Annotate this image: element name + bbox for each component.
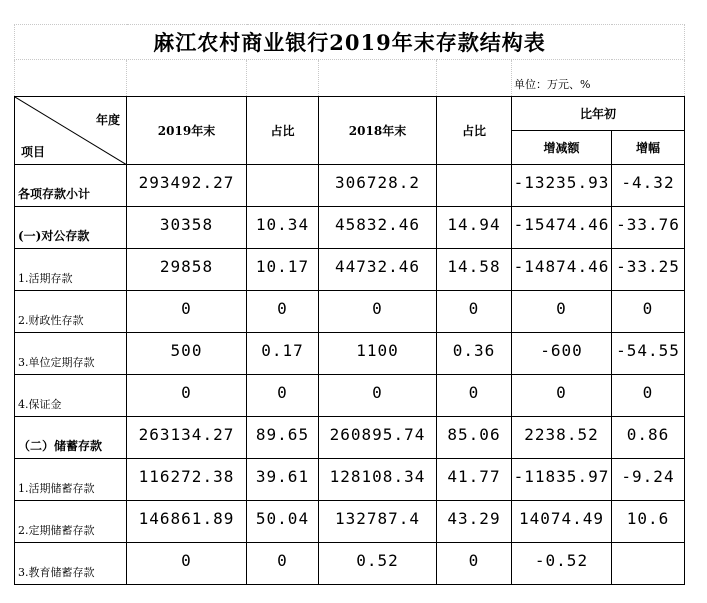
row-label: 2.财政性存款 <box>15 291 127 333</box>
share-2019: 0 <box>247 543 319 585</box>
blank-cell <box>127 60 247 97</box>
share-2019 <box>247 165 319 207</box>
table-row <box>15 249 685 291</box>
row-label: 2.定期储蓄存款 <box>15 501 127 543</box>
value-2019: 0 <box>127 543 247 585</box>
value-2019: 293492.27 <box>127 165 247 207</box>
value-2018: 1100 <box>319 333 437 375</box>
blank-cell <box>247 60 319 97</box>
share-2019: 50.04 <box>247 501 319 543</box>
table-row <box>15 375 685 417</box>
header-diagonal-cell <box>15 97 127 165</box>
value-2019: 116272.38 <box>127 459 247 501</box>
share-2019: 89.65 <box>247 417 319 459</box>
change-rate <box>612 543 685 585</box>
share-2018: 85.06 <box>437 417 512 459</box>
share-2019: 10.17 <box>247 249 319 291</box>
change-amount: 0 <box>512 375 612 417</box>
col-header-share-2018: 占比 <box>437 97 512 165</box>
change-rate: 10.6 <box>612 501 685 543</box>
table-title: 麻江农村商业银行2019年末存款结构表 <box>15 25 685 60</box>
value-2018: 0 <box>319 291 437 333</box>
share-2018: 0 <box>437 543 512 585</box>
value-2019: 263134.27 <box>127 417 247 459</box>
value-2018: 260895.74 <box>319 417 437 459</box>
value-2018: 128108.34 <box>319 459 437 501</box>
table-row <box>15 459 685 501</box>
change-rate: -54.55 <box>612 333 685 375</box>
blank-cell <box>319 60 437 97</box>
row-label: 3.单位定期存款 <box>15 333 127 375</box>
table-row <box>15 165 685 207</box>
row-label: 3.教育储蓄存款 <box>15 543 127 585</box>
year-header: 年度 <box>95 113 120 127</box>
value-2018: 306728.2 <box>319 165 437 207</box>
table-row <box>15 333 685 375</box>
share-2019: 10.34 <box>247 207 319 249</box>
share-2018: 43.29 <box>437 501 512 543</box>
change-rate: -9.24 <box>612 459 685 501</box>
value-2018: 44732.46 <box>319 249 437 291</box>
value-2019: 29858 <box>127 249 247 291</box>
share-2018: 0 <box>437 375 512 417</box>
col-header-change: 增减额 <box>512 131 612 165</box>
col-header-rate: 增幅 <box>612 131 685 165</box>
value-2018: 0.52 <box>319 543 437 585</box>
deposit-structure-table <box>14 24 685 585</box>
value-2019: 500 <box>127 333 247 375</box>
col-header-share-2019: 占比 <box>247 97 319 165</box>
change-rate: 0.86 <box>612 417 685 459</box>
share-2019: 0 <box>247 291 319 333</box>
change-rate: 0 <box>612 291 685 333</box>
change-rate: -4.32 <box>612 165 685 207</box>
item-header: 项目 <box>21 145 46 159</box>
change-amount: 0 <box>512 291 612 333</box>
col-header-2018: 2018年末 <box>319 97 437 165</box>
table-row <box>15 501 685 543</box>
share-2018: 0 <box>437 291 512 333</box>
row-label: 1.活期储蓄存款 <box>15 459 127 501</box>
value-2018: 132787.4 <box>319 501 437 543</box>
change-amount: -15474.46 <box>512 207 612 249</box>
row-label: （二）储蓄存款 <box>15 417 127 459</box>
change-amount: 2238.52 <box>512 417 612 459</box>
share-2018: 41.77 <box>437 459 512 501</box>
change-rate: -33.25 <box>612 249 685 291</box>
share-2019: 0 <box>247 375 319 417</box>
change-amount: -11835.97 <box>512 459 612 501</box>
change-amount: -14874.46 <box>512 249 612 291</box>
share-2019: 39.61 <box>247 459 319 501</box>
change-amount: -0.52 <box>512 543 612 585</box>
share-2018: 0.36 <box>437 333 512 375</box>
change-amount: -13235.93 <box>512 165 612 207</box>
blank-cell <box>437 60 512 97</box>
row-label: 4.保证金 <box>15 375 127 417</box>
value-2018: 0 <box>319 375 437 417</box>
row-label: (一)对公存款 <box>15 207 127 249</box>
blank-cell <box>15 60 127 97</box>
unit-label: 单位：万元、% <box>512 60 685 97</box>
share-2018 <box>437 165 512 207</box>
col-header-2019: 2019年末 <box>127 97 247 165</box>
col-header-compare-group: 比年初 <box>512 97 685 131</box>
change-rate: -33.76 <box>612 207 685 249</box>
value-2018: 45832.46 <box>319 207 437 249</box>
table-row <box>15 207 685 249</box>
value-2019: 0 <box>127 291 247 333</box>
share-2019: 0.17 <box>247 333 319 375</box>
row-label: 1.活期存款 <box>15 249 127 291</box>
row-label: 各项存款小计 <box>15 165 127 207</box>
table-row <box>15 417 685 459</box>
change-amount: 14074.49 <box>512 501 612 543</box>
share-2018: 14.94 <box>437 207 512 249</box>
change-rate: 0 <box>612 375 685 417</box>
share-2018: 14.58 <box>437 249 512 291</box>
table-row <box>15 543 685 585</box>
change-amount: -600 <box>512 333 612 375</box>
value-2019: 146861.89 <box>127 501 247 543</box>
value-2019: 30358 <box>127 207 247 249</box>
table-body <box>15 165 685 585</box>
value-2019: 0 <box>127 375 247 417</box>
table-row <box>15 291 685 333</box>
